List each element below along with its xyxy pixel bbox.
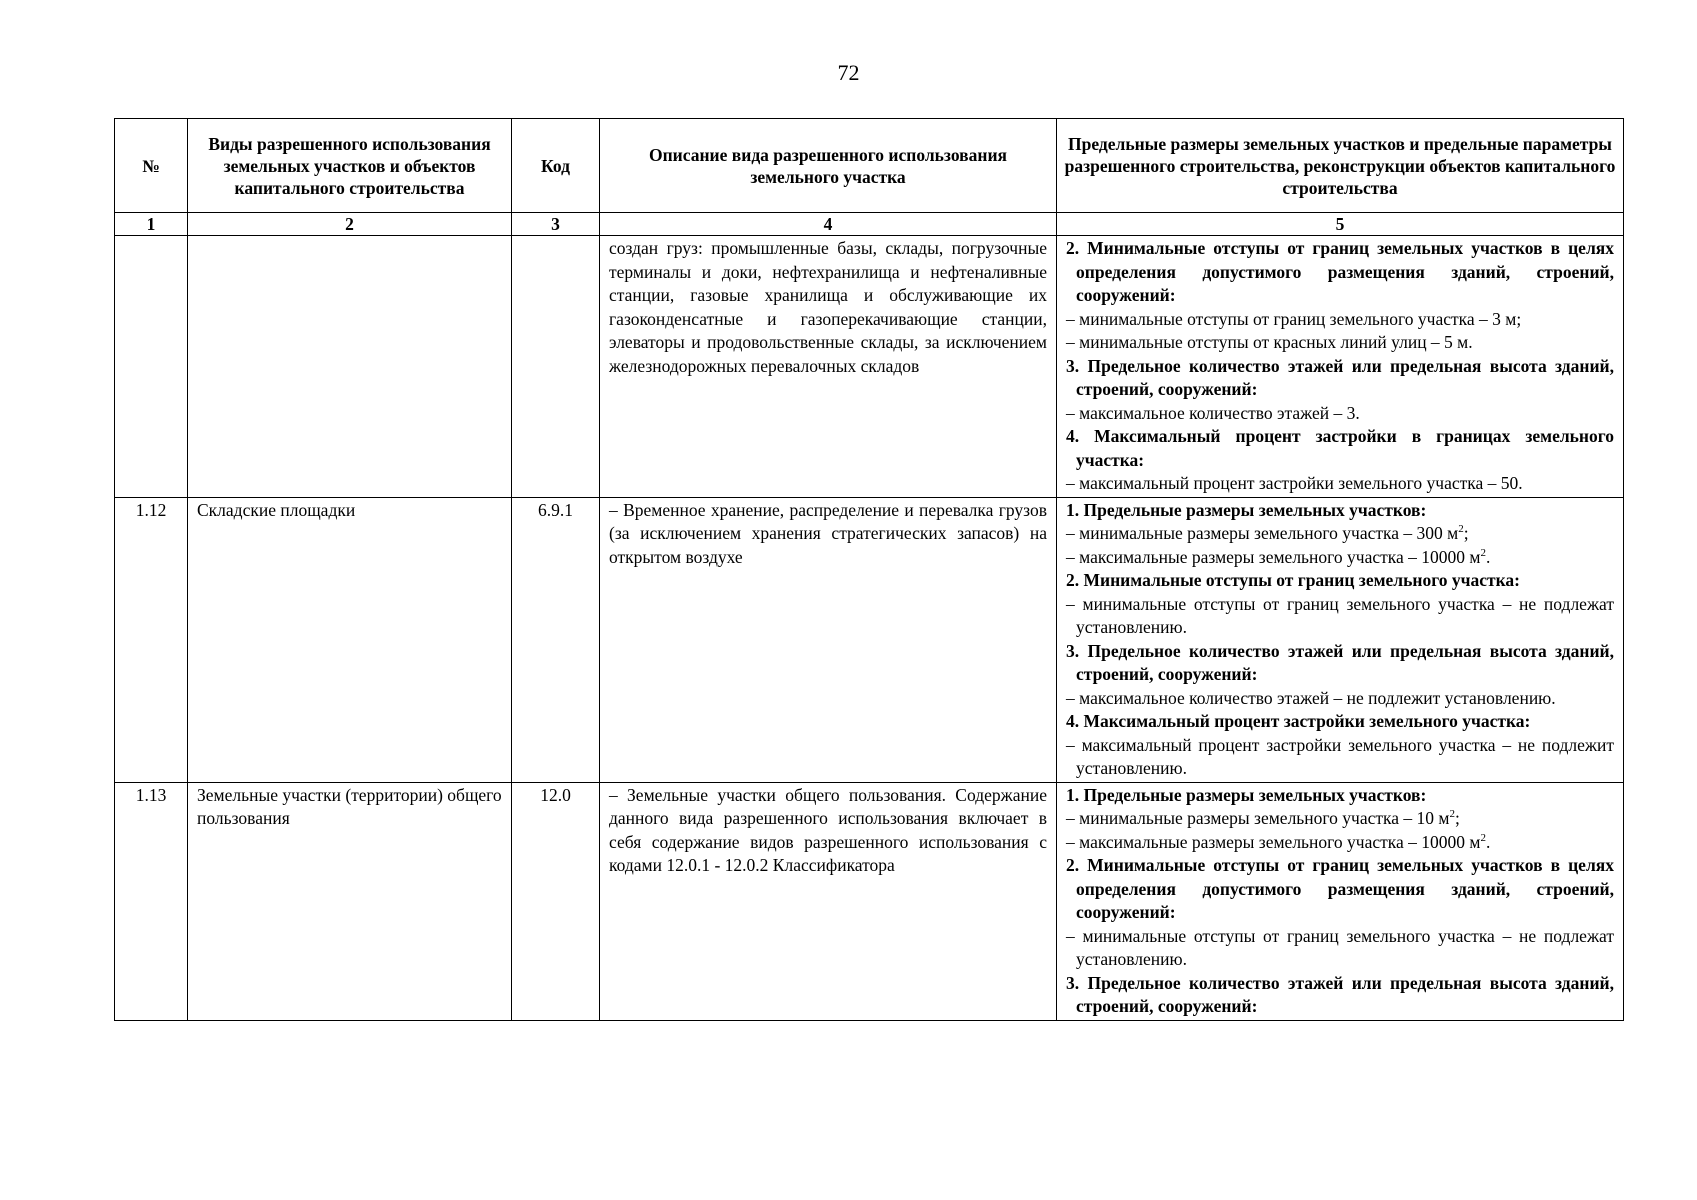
row-number [115,236,188,498]
column-number: 1 [115,213,188,236]
param-heading: 3. Предельное количество этажей или предельная высота зданий, строений, сооружений: [1066,972,1614,1016]
row-code [512,236,600,498]
param-heading: 4. Максимальный процент застройки земельного участка: [1066,711,1531,731]
param-item: – минимальные отступы от границ земельного участка – не подлежат установлению. [1066,925,1614,969]
page-number: 72 [837,60,860,85]
header-params: Предельные размеры земельных участков и предельные параметры разрешенного строительства, реконструкции объектов капитального строительства [1057,119,1624,213]
column-number: 4 [600,213,1057,236]
row-number: 1.12 [115,497,188,782]
row-params [1057,236,1624,498]
param-item: – максимальное количество этажей – не подлежит установлению. [1066,687,1556,708]
header-description: Описание вида разрешенного использования земельного участка [600,119,1057,213]
table-row [115,236,1624,498]
row-kind [188,236,512,498]
param-heading: 2. Минимальные отступы от границ земельных участков в целях определения допустимого размещения зданий, строений, сооружений: [1066,238,1614,305]
param-heading: 3. Предельное количество этажей или предельная высота зданий, строений, сооружений: [1066,355,1614,399]
row-description: – Земельные участки общего пользования. Содержание данного вида разрешенного использования включает в себя содержание видов разрешенного использования с кодами 12.0.1 - 12.0.2 Классификатора [600,782,1057,1020]
header-num: № [115,119,188,213]
column-number: 2 [188,213,512,236]
column-number: 5 [1057,213,1624,236]
row-kind: Земельные участки (территории) общего пользования [188,782,512,1020]
header-kind: Виды разрешенного использования земельных участков и объектов капитального строительства [188,119,512,213]
column-numbers-row [115,213,1624,236]
param-heading: 3. Предельное количество этажей или предельная высота зданий, строений, сооружений: [1066,640,1614,684]
land-use-table [114,118,1624,1021]
param-heading: 4. Максимальный процент застройки в границах земельного участка: [1066,426,1614,470]
table-row [115,782,1624,1020]
param-item: – минимальные размеры земельного участка – 10 $м^2$; [1066,808,1460,828]
param-item: – максимальный процент застройки земельного участка – не подлежит установлению. [1066,734,1614,778]
row-code: 6.9.1 [512,497,600,782]
row-params [1057,497,1624,782]
param-item: – максимальные размеры земельного участка – 10000 $м^2$. [1066,831,1491,852]
row-params [1057,782,1624,1020]
row-code: 12.0 [512,782,600,1020]
param-item: – минимальные отступы от красных линий улиц – 5 м. [1066,332,1473,352]
table-row [115,497,1624,782]
param-heading: 2. Минимальные отступы от границ земельного участка: [1066,570,1520,590]
param-item: – максимальные размеры земельного участка – 10000 $м^2$. [1066,546,1491,567]
param-item: – максимальное количество этажей – 3. [1066,402,1360,423]
param-item: – максимальный процент застройки земельного участка – 50. [1066,473,1523,493]
row-description: – Временное хранение, распределение и перевалка грузов (за исключением хранения стратегических запасов) на открытом воздухе [600,497,1057,782]
param-heading: 1. Предельные размеры земельных участков: [1066,784,1427,805]
param-item: – минимальные размеры земельного участка – 300 $м^2$; [1066,523,1469,543]
param-heading: 2. Минимальные отступы от границ земельных участков в целях определения допустимого размещения зданий, строений, сооружений: [1066,855,1614,922]
column-number: 3 [512,213,600,236]
param-item: – минимальные отступы от границ земельного участка – 3 м; [1066,308,1522,329]
row-description: создан груз: промышленные базы, склады, погрузочные терминалы и доки, нефтехранилища и нефтеналивные станции, газовые хранилища и обслуживающие их газоконденсатные и газоперекачивающие станции, элеваторы и продовольственные склады, за исключением железнодорожных перевалочных складов [600,236,1057,498]
row-kind: Складские площадки [188,497,512,782]
param-item: – минимальные отступы от границ земельного участка – не подлежат установлению. [1066,593,1614,637]
param-heading: 1. Предельные размеры земельных участков: [1066,499,1427,520]
header-row [115,119,1624,213]
header-code: Код [512,119,600,213]
row-number: 1.13 [115,782,188,1020]
